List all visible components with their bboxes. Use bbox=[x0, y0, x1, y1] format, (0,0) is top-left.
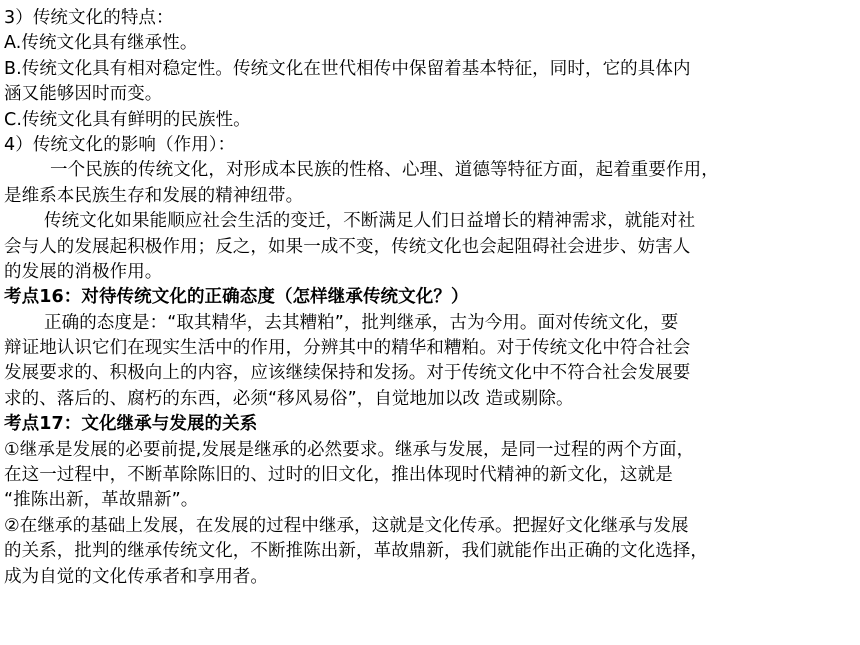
text-line: 是维系本民族生存和发展的精神纽带。 bbox=[4, 185, 304, 206]
text-line: 发展要求的、积极向上的内容，应该继续保持和发扬。对于传统文化中不符合社会发展要 bbox=[4, 363, 691, 384]
section-heading: 考点16：对待传统文化的正确态度（怎样继承传统文化？） bbox=[4, 287, 469, 308]
text-line: 4）传统文化的影响（作用）： bbox=[4, 134, 236, 155]
text-line: 会与人的发展起积极作用；反之，如果一成不变，传统文化也会起阻碍社会进步、妨害人 bbox=[4, 236, 691, 257]
text-line: 3）传统文化的特点： bbox=[4, 8, 174, 28]
text-line: 的关系，批判的继承传统文化，不断推陈出新，革故鼎新，我们就能作出正确的文化选择， bbox=[4, 541, 708, 562]
text-line: 一个民族的传统文化，对形成本民族的性格、心理、道德等特征方面，起着重要作用， bbox=[50, 160, 719, 181]
section-heading: 考点17：文化继承与发展的关系 bbox=[4, 414, 258, 435]
text-line: 传统文化如果能顺应社会生活的变迁，不断满足人们日益增长的精神需求，就能对社 bbox=[44, 211, 696, 232]
text-line: 在这一过程中，不断革除陈旧的、过时的旧文化，推出体现时代精神的新文化，这就是 bbox=[4, 465, 673, 486]
text-line: ①继承是发展的必要前提,发展是继承的必然要求。继承与发展，是同一过程的两个方面， bbox=[4, 439, 695, 460]
text-line: B.传统文化具有相对稳定性。传统文化在世代相传中保留着基本特征，同时，它的具体内 bbox=[4, 58, 691, 79]
document-page bbox=[4, 6, 856, 638]
text-line: 辩证地认识它们在现实生活中的作用，分辨其中的精华和糟粕。对于传统文化中符合社会 bbox=[4, 338, 691, 359]
text-line: 的发展的消极作用。 bbox=[4, 261, 163, 282]
text-line: 涵又能够因时而变。 bbox=[4, 84, 163, 105]
text-line: “推陈出新，革故鼎新”。 bbox=[4, 490, 199, 511]
text-line: C.传统文化具有鲜明的民族性。 bbox=[4, 109, 251, 130]
text-line: 正确的态度是：“取其精华，去其糟粕”，批判继承，古为今用。面对传统文化，要 bbox=[44, 312, 679, 333]
text-line: A.传统文化具有继承性。 bbox=[4, 33, 198, 54]
text-line: 成为自觉的文化传承者和享用者。 bbox=[4, 566, 268, 587]
text-line: ②在继承的基础上发展，在发展的过程中继承，这就是文化传承。把握好文化继承与发展 bbox=[4, 515, 689, 536]
text-line: 求的、落后的、腐朽的东西，必须“移风易俗”，自觉地加以改 造或剔除。 bbox=[4, 388, 574, 409]
